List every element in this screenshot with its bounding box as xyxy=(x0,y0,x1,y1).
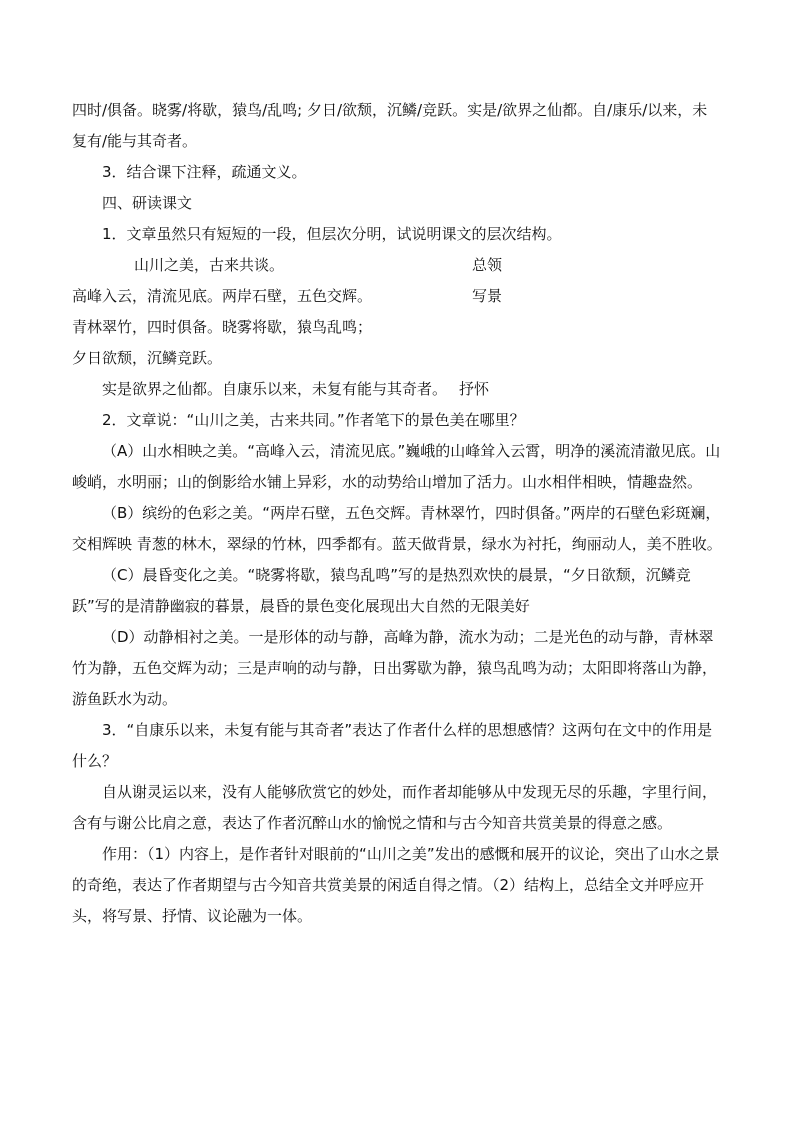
structure-row-3 xyxy=(72,312,722,343)
question-2: 2．文章说：“山川之美，古来共同。”作者笔下的景色美在哪里？ xyxy=(102,411,525,429)
structure-text: 山川之美，古来共谈。 xyxy=(134,256,285,274)
document-body xyxy=(72,95,722,932)
answer-d: （D）动静相衬之美。一是形体的动与静，高峰为静，流水为动；二是光色的动与静，青林翠竹为静，五色交辉为动；三是声响的动与静，日出雾歇为静，猿鸟乱鸣为动；太阳即将落山为静，游鱼跃水为动。 xyxy=(72,628,718,708)
question-3: 3．“自康乐以来，未复有能与其奇者”表达了作者什么样的思想感情？这两句在文中的作用是什么？ xyxy=(72,721,713,770)
paragraph-task-3: 3．结合课下注释，疏通文义。 xyxy=(102,163,307,181)
answer-b: （B）缤纷的色彩之美。“两岸石壁，五色交辉。青林翠竹，四时俱备。”两岸的石壁色彩斑斓，交相辉映 青葱的林木，翠绿的竹林，四季都有。蓝天做背景，绿水为衬托，绚丽动人，美不胜收。 xyxy=(72,504,722,553)
structure-row-4 xyxy=(72,343,722,374)
structure-row-2 xyxy=(72,281,722,312)
paragraph-annotated-text: 四时/俱备。晓雾/将歇，猿鸟/乱鸣; 夕日/欲颓，沉鳞/竞跃。实是/欲界之仙都。自/康乐/以来，未复有/能与其奇者。 xyxy=(72,101,708,150)
structure-label: 抒怀 xyxy=(459,380,490,398)
structure-text: 实是欲界之仙都。自康乐以来，未复有能与其奇者。 xyxy=(102,380,448,398)
question-1: 1．文章虽然只有短短的一段，但层次分明，试说明课文的层次结构。 xyxy=(102,225,562,243)
answer-3: 自从谢灵运以来，没有人能够欣赏它的妙处，而作者却能够从中发现无尽的乐趣，字里行间，含有与谢公比肩之意，表达了作者沉醉山水的愉悦之情和与古今知音共赏美景的得意之感。 xyxy=(72,783,718,832)
structure-text: 高峰入云，清流见底。两岸石壁，五色交辉。 xyxy=(72,287,373,305)
structure-text: 青林翠竹，四时俱备。晓雾将歇，猿鸟乱鸣； xyxy=(72,318,373,336)
section-heading-4: 四、研读课文 xyxy=(102,194,193,212)
structure-text: 夕日欲颓，沉鳞竞跃。 xyxy=(72,349,223,367)
structure-label: 写景 xyxy=(472,287,503,305)
structure-label: 总领 xyxy=(472,256,503,274)
answer-a: （A）山水相映之美。“高峰入云，清流见底。”巍峨的山峰耸入云霄，明净的溪流清澈见底。山峻峭，水明丽；山的倒影给水铺上异彩，水的动势给山增加了活力。山水相伴相映，情趣盎然。 xyxy=(72,442,721,491)
answer-c: （C）晨昏变化之美。“晓雾将歇，猿鸟乱鸣”写的是热烈欢快的晨景，“夕日欲颓，沉鳞竞跃”写的是清静幽寂的暮景，晨昏的景色变化展现出大自然的无限美好 xyxy=(72,566,691,615)
structure-row-5 xyxy=(72,374,722,405)
structure-row-1 xyxy=(72,250,722,281)
answer-3-role: 作用：（1）内容上，是作者针对眼前的“山川之美”发出的感慨和展开的议论，突出了山水之景的奇绝，表达了作者期望与古今知音共赏美景的闲适自得之情。（2）结构上，总结全文并呼应开头，将写景、抒情、议论融为一体。 xyxy=(72,845,720,925)
